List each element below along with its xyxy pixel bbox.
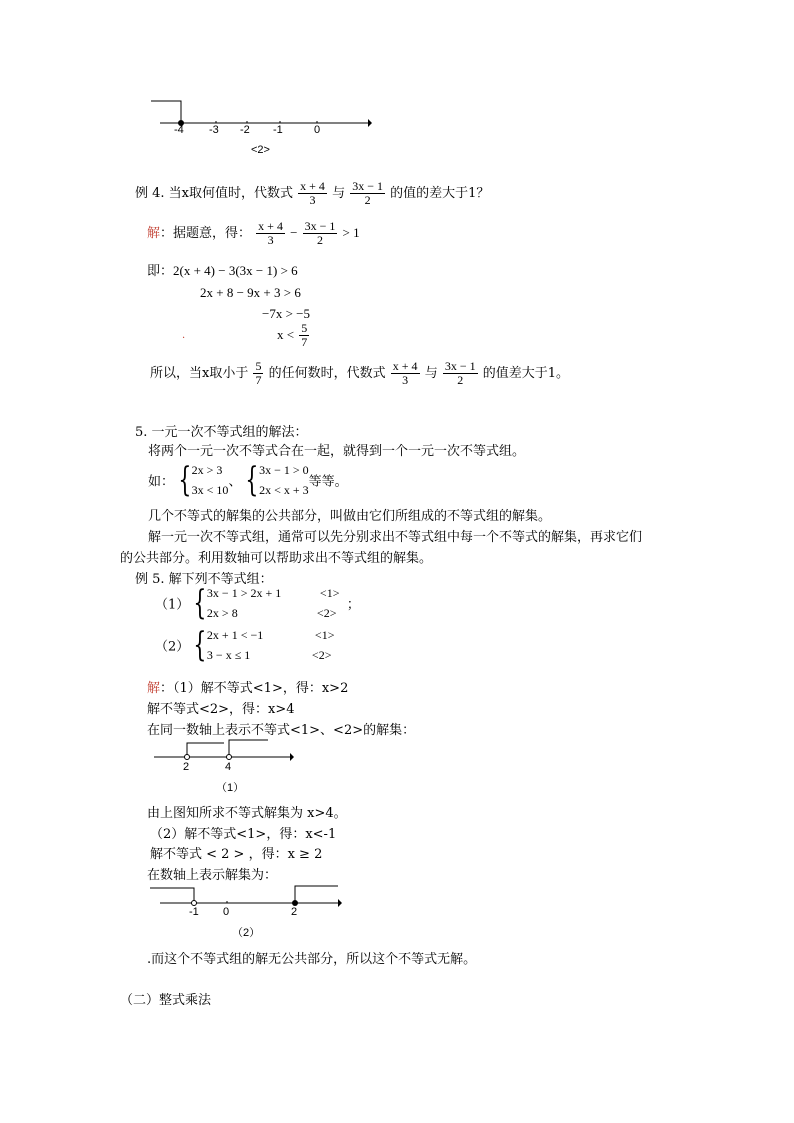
solution-text: ：据题意，得：: [160, 226, 252, 241]
step-expression: x <: [277, 327, 295, 342]
inequality-system: 2x + 1 < −1 <1> 3 − x ≤ 1 <2>: [206, 628, 335, 662]
number-line-caption: （1）: [216, 782, 245, 794]
number-line-caption: <2>: [251, 144, 270, 156]
section-5-para2: 几个不等式的解集的公共部分，叫做由它们所组成的不等式组的解集。: [148, 509, 552, 524]
ex4-conclusion: [150, 360, 569, 387]
semicolon: ；: [346, 597, 360, 613]
left-brace: {: [178, 460, 192, 500]
tick-label: -3: [209, 124, 219, 136]
minus-sign: −: [290, 225, 298, 240]
example-label: 如：: [148, 474, 175, 490]
ex5-solution-line5: （2）解不等式<1>，得：x<-1: [150, 827, 337, 842]
ex5-system-2: [155, 625, 347, 665]
left-brace: {: [193, 583, 207, 623]
left-brace: {: [245, 460, 259, 500]
system-label: （1）: [155, 597, 190, 613]
number-line-2-svg: [150, 880, 350, 942]
solution-label: 解: [147, 681, 161, 696]
ex5-solution-line6: 解不等式 < 2 > ，得：x ≥ 2: [150, 847, 323, 862]
stray-dot: .: [182, 330, 186, 341]
ex5-system-1: [155, 583, 360, 623]
open-dot: [227, 755, 232, 760]
ex4-question-mid: 与: [332, 186, 346, 201]
tick-label: 2: [183, 761, 190, 773]
tick-label: -4: [174, 124, 184, 136]
ex5-solution-line1: [147, 677, 348, 696]
left-brace: {: [193, 625, 207, 665]
fraction: $\frac{3x - 1}{2}$: [304, 219, 336, 247]
ex4-step1: [147, 260, 298, 279]
conclusion-text: 与: [424, 366, 438, 381]
fraction: $\frac{3x - 1}{2}$: [352, 179, 383, 207]
tick-label: -1: [273, 124, 283, 136]
ex4-question-prefix: 例 4. 当x取何值时，代数式: [135, 186, 293, 201]
step-label: 即：: [147, 264, 174, 279]
solution-text: ：（1）解不等式<1>，得：x>2: [160, 681, 349, 696]
separator: 、: [228, 474, 242, 490]
fraction: $\frac{x + 4}{3}$: [300, 179, 325, 207]
number-line-2: [150, 880, 350, 942]
ex4-solution-line: [147, 220, 360, 247]
ex5-conclusion: .而这个不等式组的解无公共部分，所以这个不等式无解。: [147, 952, 477, 967]
ex5-title: 例 5. 解下列不等式组：: [135, 572, 273, 587]
number-line-1: [148, 738, 308, 800]
tick-label: 2: [291, 906, 298, 918]
conclusion-text: 的值差大于1。: [482, 366, 570, 381]
next-section-heading: （二）整式乘法: [120, 993, 212, 1008]
step-expression: 2(x + 4) − 3(3x − 1) > 6: [173, 263, 298, 278]
etc-text: 等等。: [308, 474, 348, 490]
inequality-system: 3x − 1 > 2x + 1 <1> 2x > 8 <2>: [206, 586, 340, 620]
ex5-solution-line3: 在同一数轴上表示不等式<1>、<2>的解集：: [147, 723, 416, 738]
fraction: $\frac{x + 4}{3}$: [392, 359, 418, 387]
open-dot: [192, 901, 197, 906]
system-label: （2）: [155, 639, 190, 655]
ex4-question-suffix: 的值的差大于1？: [390, 186, 490, 201]
inequality-rhs: > 1: [342, 225, 360, 240]
ex4-step3: −7x > −5: [262, 306, 310, 321]
inequality-system: 3x − 1 > 0 2x < x + 3: [259, 463, 309, 497]
fraction: $\frac{3x - 1}{2}$: [444, 359, 476, 387]
number-line-caption: （2）: [232, 927, 261, 939]
section-5-title: 5. 一元一次不等式组的解法：: [135, 425, 308, 440]
solution-label: 解: [147, 226, 161, 241]
tick-label: -1: [189, 906, 199, 918]
ex4-step4: [277, 322, 310, 349]
section-5-para3b: 的公共部分。利用数轴可以帮助求出不等式组的解集。: [120, 551, 433, 566]
tick-label: -2: [240, 124, 250, 136]
section-5-para1: 将两个一元一次不等式合在一起，就得到一个一元一次不等式组。: [148, 444, 526, 459]
fraction: $\frac{5}{7}$: [255, 359, 262, 387]
ex4-step2: 2x + 8 − 9x + 3 > 6: [200, 285, 301, 300]
conclusion-text: 所以，当x取小于: [150, 366, 249, 381]
conclusion-text: 的任何数时，代数式: [268, 366, 386, 381]
ex5-solution-line2: 解不等式<2>，得：x>4: [147, 702, 295, 717]
open-dot: [185, 755, 190, 760]
top-number-line: [140, 95, 380, 160]
section-5-para3a: 解一元一次不等式组，通常可以先分别求出不等式组中每一个不等式的解集，再求它们: [148, 530, 643, 545]
top-number-line-svg: [140, 95, 380, 160]
inequality-system: 2x > 3 3x < 10: [191, 463, 229, 497]
number-line-1-svg: [148, 738, 308, 800]
fraction: $\frac{5}{7}$: [301, 321, 308, 349]
ex4-question: [135, 180, 489, 207]
fraction: $\frac{x + 4}{3}$: [258, 219, 283, 247]
ex5-solution-line7: 在数轴上表示解集为：: [147, 868, 278, 883]
section-5-examples: [148, 460, 348, 500]
tick-label: 4: [225, 761, 232, 773]
tick-label: 0: [314, 124, 321, 136]
ex5-solution-line4: 由上图知所求不等式解集为 x>4。: [147, 806, 347, 821]
tick-label: 0: [223, 906, 230, 918]
